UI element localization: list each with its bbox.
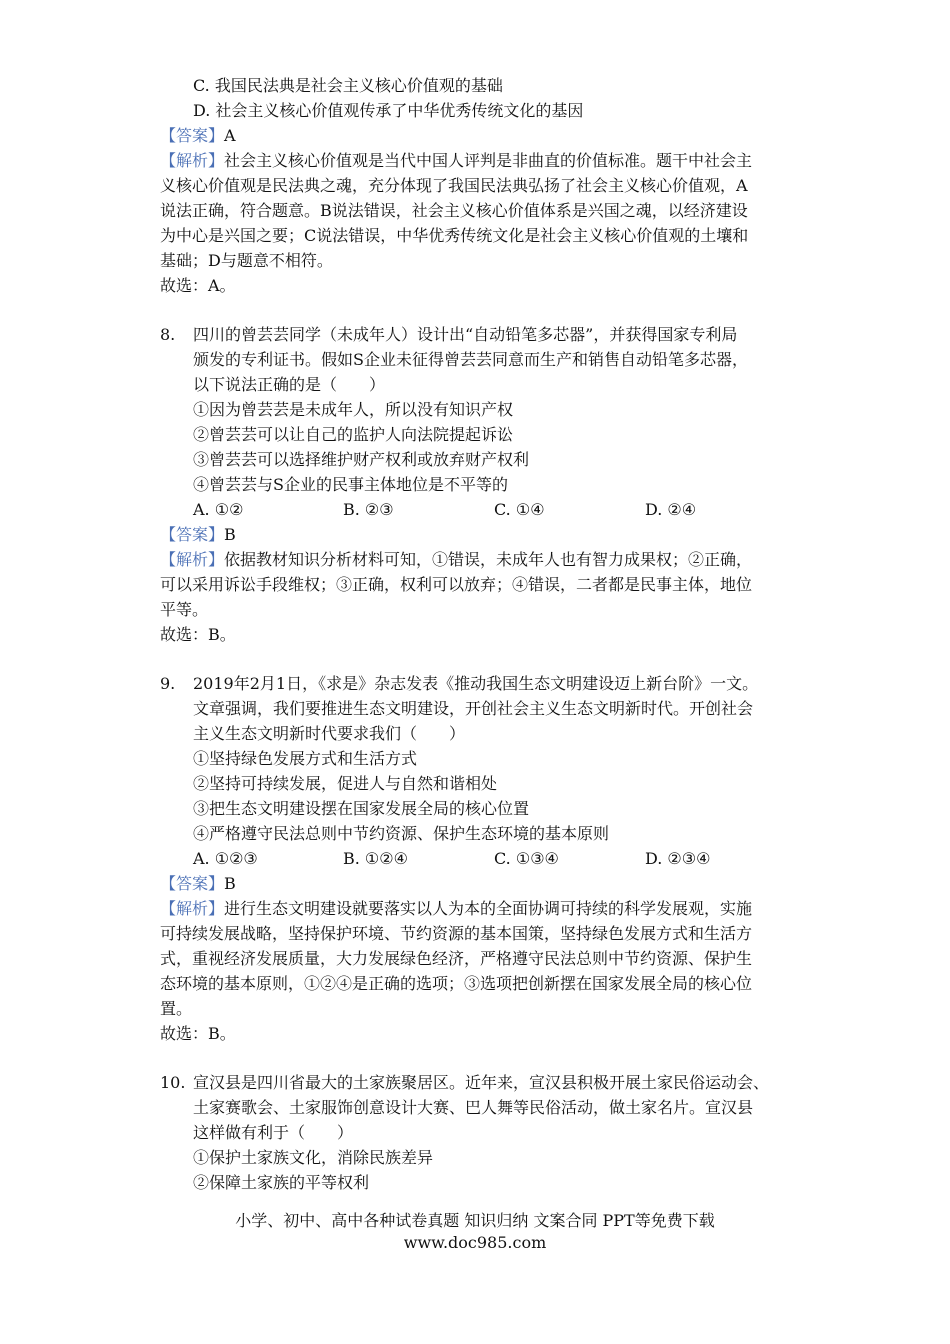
explanation-tag: 【解析】 [160, 151, 225, 170]
q10-stem-2: 土家赛歌会、土家服饰创意设计大赛、巴人舞等民俗活动，做土家名片。宣汉县 [193, 1098, 754, 1117]
q9-statement-2: ②坚持可持续发展，促进人与自然和谐相处 [193, 774, 498, 793]
q7-option-c: C. 我国民法典是社会主义核心价值观的基础 [193, 76, 503, 95]
q8-statement-4: ④曾芸芸与S企业的民事主体地位是不平等的 [193, 475, 508, 494]
answer-value: A [224, 126, 236, 145]
q8-statement-2: ②曾芸芸可以让自己的监护人向法院提起诉讼 [193, 425, 514, 444]
q8-choose: 故选：B。 [160, 625, 236, 644]
q7-explanation-3: 说法正确，符合题意。B说法错误，社会主义核心价值体系是兴国之魂，以经济建设 [160, 201, 748, 220]
q9-explanation-3: 式，重视经济发展质量，大力发展绿色经济，严格遵守民法总则中节约资源、保护生 [160, 949, 753, 968]
q9-explanation-1: 【解析】进行生态文明建设就要落实以人为本的全面协调可持续的科学发展观，实施 [160, 899, 753, 918]
q8-answer [160, 523, 236, 547]
q8-stem-3: 以下说法正确的是（ ） [193, 375, 386, 394]
q7-option-d: D. 社会主义核心价值观传承了中华优秀传统文化的基因 [193, 101, 584, 120]
q8-explanation-3: 平等。 [160, 600, 209, 619]
answer-tag: 【答案】 [160, 874, 225, 893]
q10-stem-1: 宣汉县是四川省最大的土家族聚居区。近年来，宣汉县积极开展土家民俗运动会、 [193, 1073, 770, 1092]
q10-statement-2: ②保障土家族的平等权利 [193, 1173, 370, 1192]
q9-stem-2: 文章强调，我们要推进生态文明建设，开创社会主义生态文明新时代。开创社会 [193, 699, 754, 718]
explanation-tag: 【解析】 [160, 550, 225, 569]
q9-statement-1: ①坚持绿色发展方式和生活方式 [193, 749, 418, 768]
q8-choice-a: A. ①② [193, 500, 244, 519]
q7-explanation-5: 基础；D与题意不相符。 [160, 251, 333, 270]
q8-statement-1: ①因为曾芸芸是未成年人，所以没有知识产权 [193, 400, 514, 419]
q7-explanation-1: 【解析】社会主义核心价值观是当代中国人评判是非曲直的价值标准。题干中社会主 [160, 151, 753, 170]
q10-statement-1: ①保护土家族文化，消除民族差异 [193, 1148, 434, 1167]
q9-explanation-5: 置。 [160, 999, 193, 1018]
q7-answer [160, 124, 236, 148]
q8-choice-d: D. ②④ [645, 500, 697, 519]
q8-stem-1: 四川的曾芸芸同学（未成年人）设计出“自动铅笔多芯器”，并获得国家专利局 [193, 325, 738, 344]
answer-value: B [224, 874, 236, 893]
answer-tag: 【答案】 [160, 525, 225, 544]
explanation-tag: 【解析】 [160, 899, 225, 918]
q8-choice-c: C. ①④ [494, 500, 545, 519]
q8-choice-b: B. ②③ [343, 500, 394, 519]
q10-number: 10. [160, 1073, 186, 1092]
footer-website: www.doc985.com [403, 1233, 547, 1252]
q8-statement-3: ③曾芸芸可以选择维护财产权利或放弃财产权利 [193, 450, 530, 469]
q9-stem-1: 2019年2月1日，《求是》杂志发表《推动我国生态文明建设迈上新台阶》一文。 [193, 674, 759, 693]
q9-explanation-4: 态环境的基本原则，①②④是正确的选项；③选项把创新摆在国家发展全局的核心位 [160, 974, 753, 993]
footer-promo-text: 小学、初中、高中各种试卷真题 知识归纳 文案合同 PPT等免费下载 [235, 1211, 715, 1230]
q9-choice-b: B. ①②④ [343, 849, 408, 868]
q8-explanation-1: 【解析】依据教材知识分析材料可知，①错误，未成年人也有智力成果权；②正确， [160, 550, 753, 569]
q9-choice-d: D. ②③④ [645, 849, 711, 868]
answer-value: B [224, 525, 236, 544]
q9-stem-3: 主义生态文明新时代要求我们（ ） [193, 724, 466, 743]
q7-explanation-4: 为中心是兴国之要；C说法错误，中华优秀传统文化是社会主义核心价值观的土壤和 [160, 226, 749, 245]
q7-choose: 故选：A。 [160, 276, 236, 295]
q10-stem-3: 这样做有利于（ ） [193, 1123, 354, 1142]
q9-statement-4: ④严格遵守民法总则中节约资源、保护生态环境的基本原则 [193, 824, 610, 843]
q8-stem-2: 颁发的专利证书。假如S企业未征得曾芸芸同意而生产和销售自动铅笔多芯器， [193, 350, 748, 369]
q9-choice-a: A. ①②③ [193, 849, 258, 868]
q9-choose: 故选：B。 [160, 1024, 236, 1043]
q7-explanation-2: 义核心价值观是民法典之魂，充分体现了我国民法典弘扬了社会主义核心价值观，A [160, 176, 748, 195]
answer-tag: 【答案】 [160, 126, 225, 145]
q9-statement-3: ③把生态文明建设摆在国家发展全局的核心位置 [193, 799, 530, 818]
q9-number: 9. [160, 674, 176, 693]
q9-choice-c: C. ①③④ [494, 849, 559, 868]
q8-explanation-2: 可以采用诉讼手段维权；③正确，权利可以放弃；④错误，二者都是民事主体，地位 [160, 575, 753, 594]
q9-answer [160, 872, 236, 896]
q8-number: 8. [160, 325, 176, 344]
q9-explanation-2: 可持续发展战略，坚持保护环境、节约资源的基本国策，坚持绿色发展方式和生活方 [160, 924, 753, 943]
